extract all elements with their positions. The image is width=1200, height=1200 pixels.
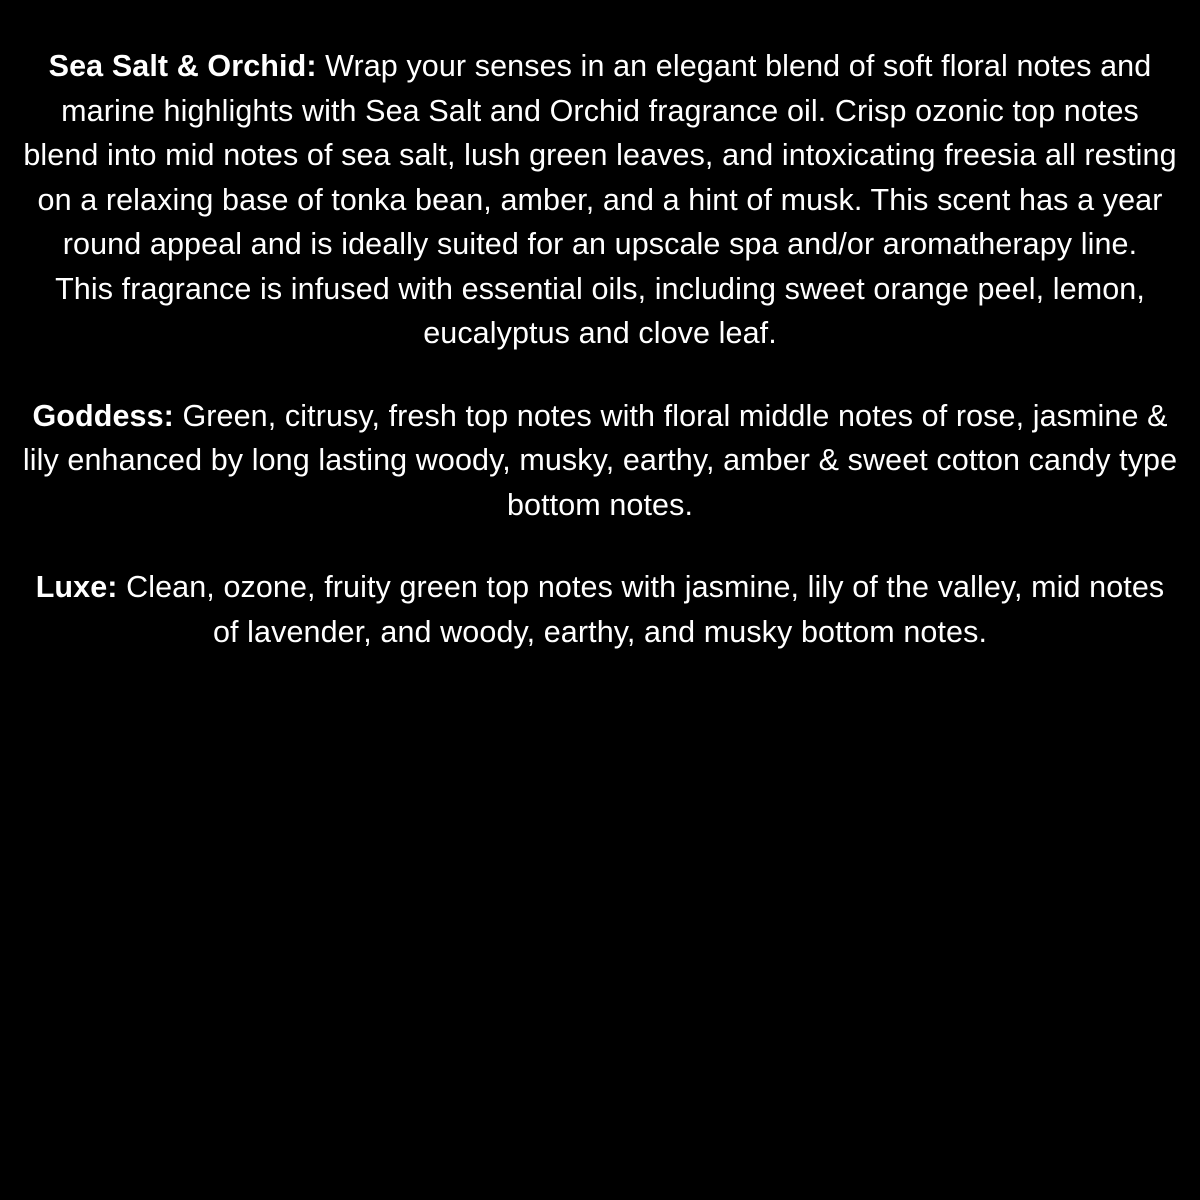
fragrance-name-luxe: Luxe: [35, 570, 118, 604]
fragrance-body-sea-salt-orchid: Wrap your senses in an elegant blend of soft floral notes and marine highlights with Sea Salt and Orchid fragrance oil. Crisp ozonic top notes blend into mid notes of sea salt, lush green leaves, and intoxicating freesia all resting on a relaxing base of tonka bean, amber, and a hint of musk. This scent has a year round appeal and is ideally suited for an upscale spa and/or aromatherapy line. [23, 49, 1177, 261]
section-spacer [22, 527, 1178, 565]
fragrance-body-luxe: Clean, ozone, fruity green top notes with jasmine, lily of the valley, mid notes of lavender, and woody, earthy, and musky bottom notes. [117, 570, 1165, 649]
fragrance-body-goddess: Green, citrusy, fresh top notes with floral middle notes of rose, jasmine & lily enhanced by long lasting woody, musky, earthy, amber & sweet cotton candy type bottom notes. [22, 398, 1178, 522]
fragrance-essential-oils-note: This fragrance is infused with essential oils, including sweet orange peel, lemon, eucalyptus and clove leaf. [55, 271, 1145, 350]
fragrance-description-luxe [22, 565, 1178, 654]
fragrance-description-sea-salt-orchid [22, 44, 1178, 267]
fragrance-description-goddess [22, 394, 1178, 528]
section-spacer [22, 356, 1178, 394]
fragrance-name-goddess: Goddess: [32, 398, 174, 433]
fragrance-name-sea-salt-orchid: Sea Salt & Orchid: [48, 49, 317, 83]
